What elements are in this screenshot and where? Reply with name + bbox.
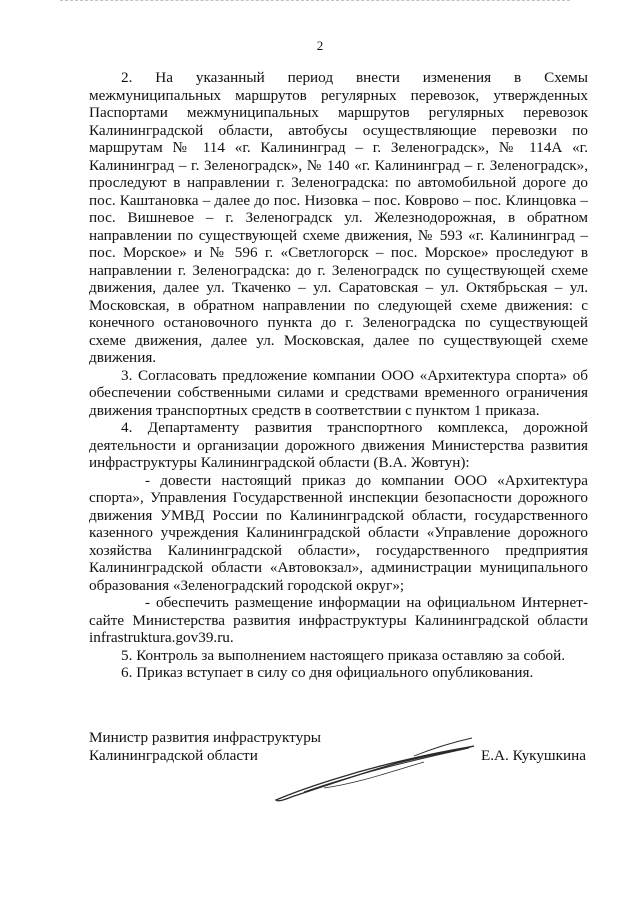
document-body bbox=[89, 69, 588, 682]
scan-top-edge bbox=[60, 0, 570, 4]
handwritten-signature bbox=[264, 718, 478, 810]
signatory-title-line1: Министр развития инфраструктуры bbox=[89, 729, 322, 746]
page-number: 2 bbox=[316, 38, 324, 53]
paragraph-subitem-publish: - обеспечить размещение информации на официальном Интернет-сайте Министерства развития инфраструктуры Калининградской области infrastruktura.gov39.ru. bbox=[89, 594, 588, 646]
paragraph-item-3: 3. Согласовать предложение компании ООО «Архитектура спорта» об обеспечении собственными силами и средствами временного ограничения движения транспортных средств в соответствии с пунктом 1 приказа. bbox=[89, 366, 588, 419]
paragraph-item-5: 5. Контроль за выполнением настоящего приказа оставляю за собой. bbox=[121, 646, 566, 664]
signatory-name: Е.А. Кукушкина bbox=[480, 747, 586, 764]
paragraph-item-6: 6. Приказ вступает в силу со дня официального опубликования. bbox=[121, 664, 534, 681]
paragraph-item-4: 4. Департаменту развития транспортного комплекса, дорожной деятельности и организации дорожного движения Министерства развития инфраструктуры Калининградской области (В.А. Жовтун): bbox=[89, 419, 588, 471]
paragraph-item-2: 2. На указанный период внести изменения в Схемы межмуниципальных маршрутов регулярных перевозок, утвержденных Паспортами межмуниципальных маршрутов регулярных перевозок Калининградской области, автобусы осуществляющие перевозки по маршрутам № 114 «г. Калининград – г. Зеленоградск», № 114А «г. Калининград – г. Зеленоградск», № 140 «г. Калининград – г. Зеленоградск», проследуют в направлении г. Зеленоградска: по автомобильной дороге до пос. Каштановка – далее до пос. Низовка – пос. Коврово – пос. Клинцовка – пос. Вишневое – г. Зеленоградск ул. Железнодорожная, в обратном направлении по существующей схеме движения, № 593 «г. Калининград – пос. Морское» и № 596 г. «Светлогорск – пос. Морское» проследуют в направлении г. Зеленоградска: до г. Зеленоградск по существующей схеме движения, далее ул. Ткаченко – ул. Саратовская – ул. Октябрьская – ул. Московская, в обратном направлении по следующей схеме движения: с конечного остановочного пункта до г. Зеленоградска по существующей схеме движения, далее ул. Московская, далее по существующей схеме движения. bbox=[89, 69, 588, 366]
paragraph-subitem-notify: - довести настоящий приказ до компании ООО «Архитектура спорта», Управления Государственной инспекции безопасности дорожного движения УМВД России по Калининградской области, государственного казенного учреждения Калининградской области «Управление дорожного хозяйства Калининградской области», государственного предприятия Калининградской области «Автовокзал», администрации муниципального образования «Зеленоградский городской округ»; bbox=[89, 471, 588, 594]
signatory-title-line2: Калининградской области bbox=[89, 747, 258, 764]
